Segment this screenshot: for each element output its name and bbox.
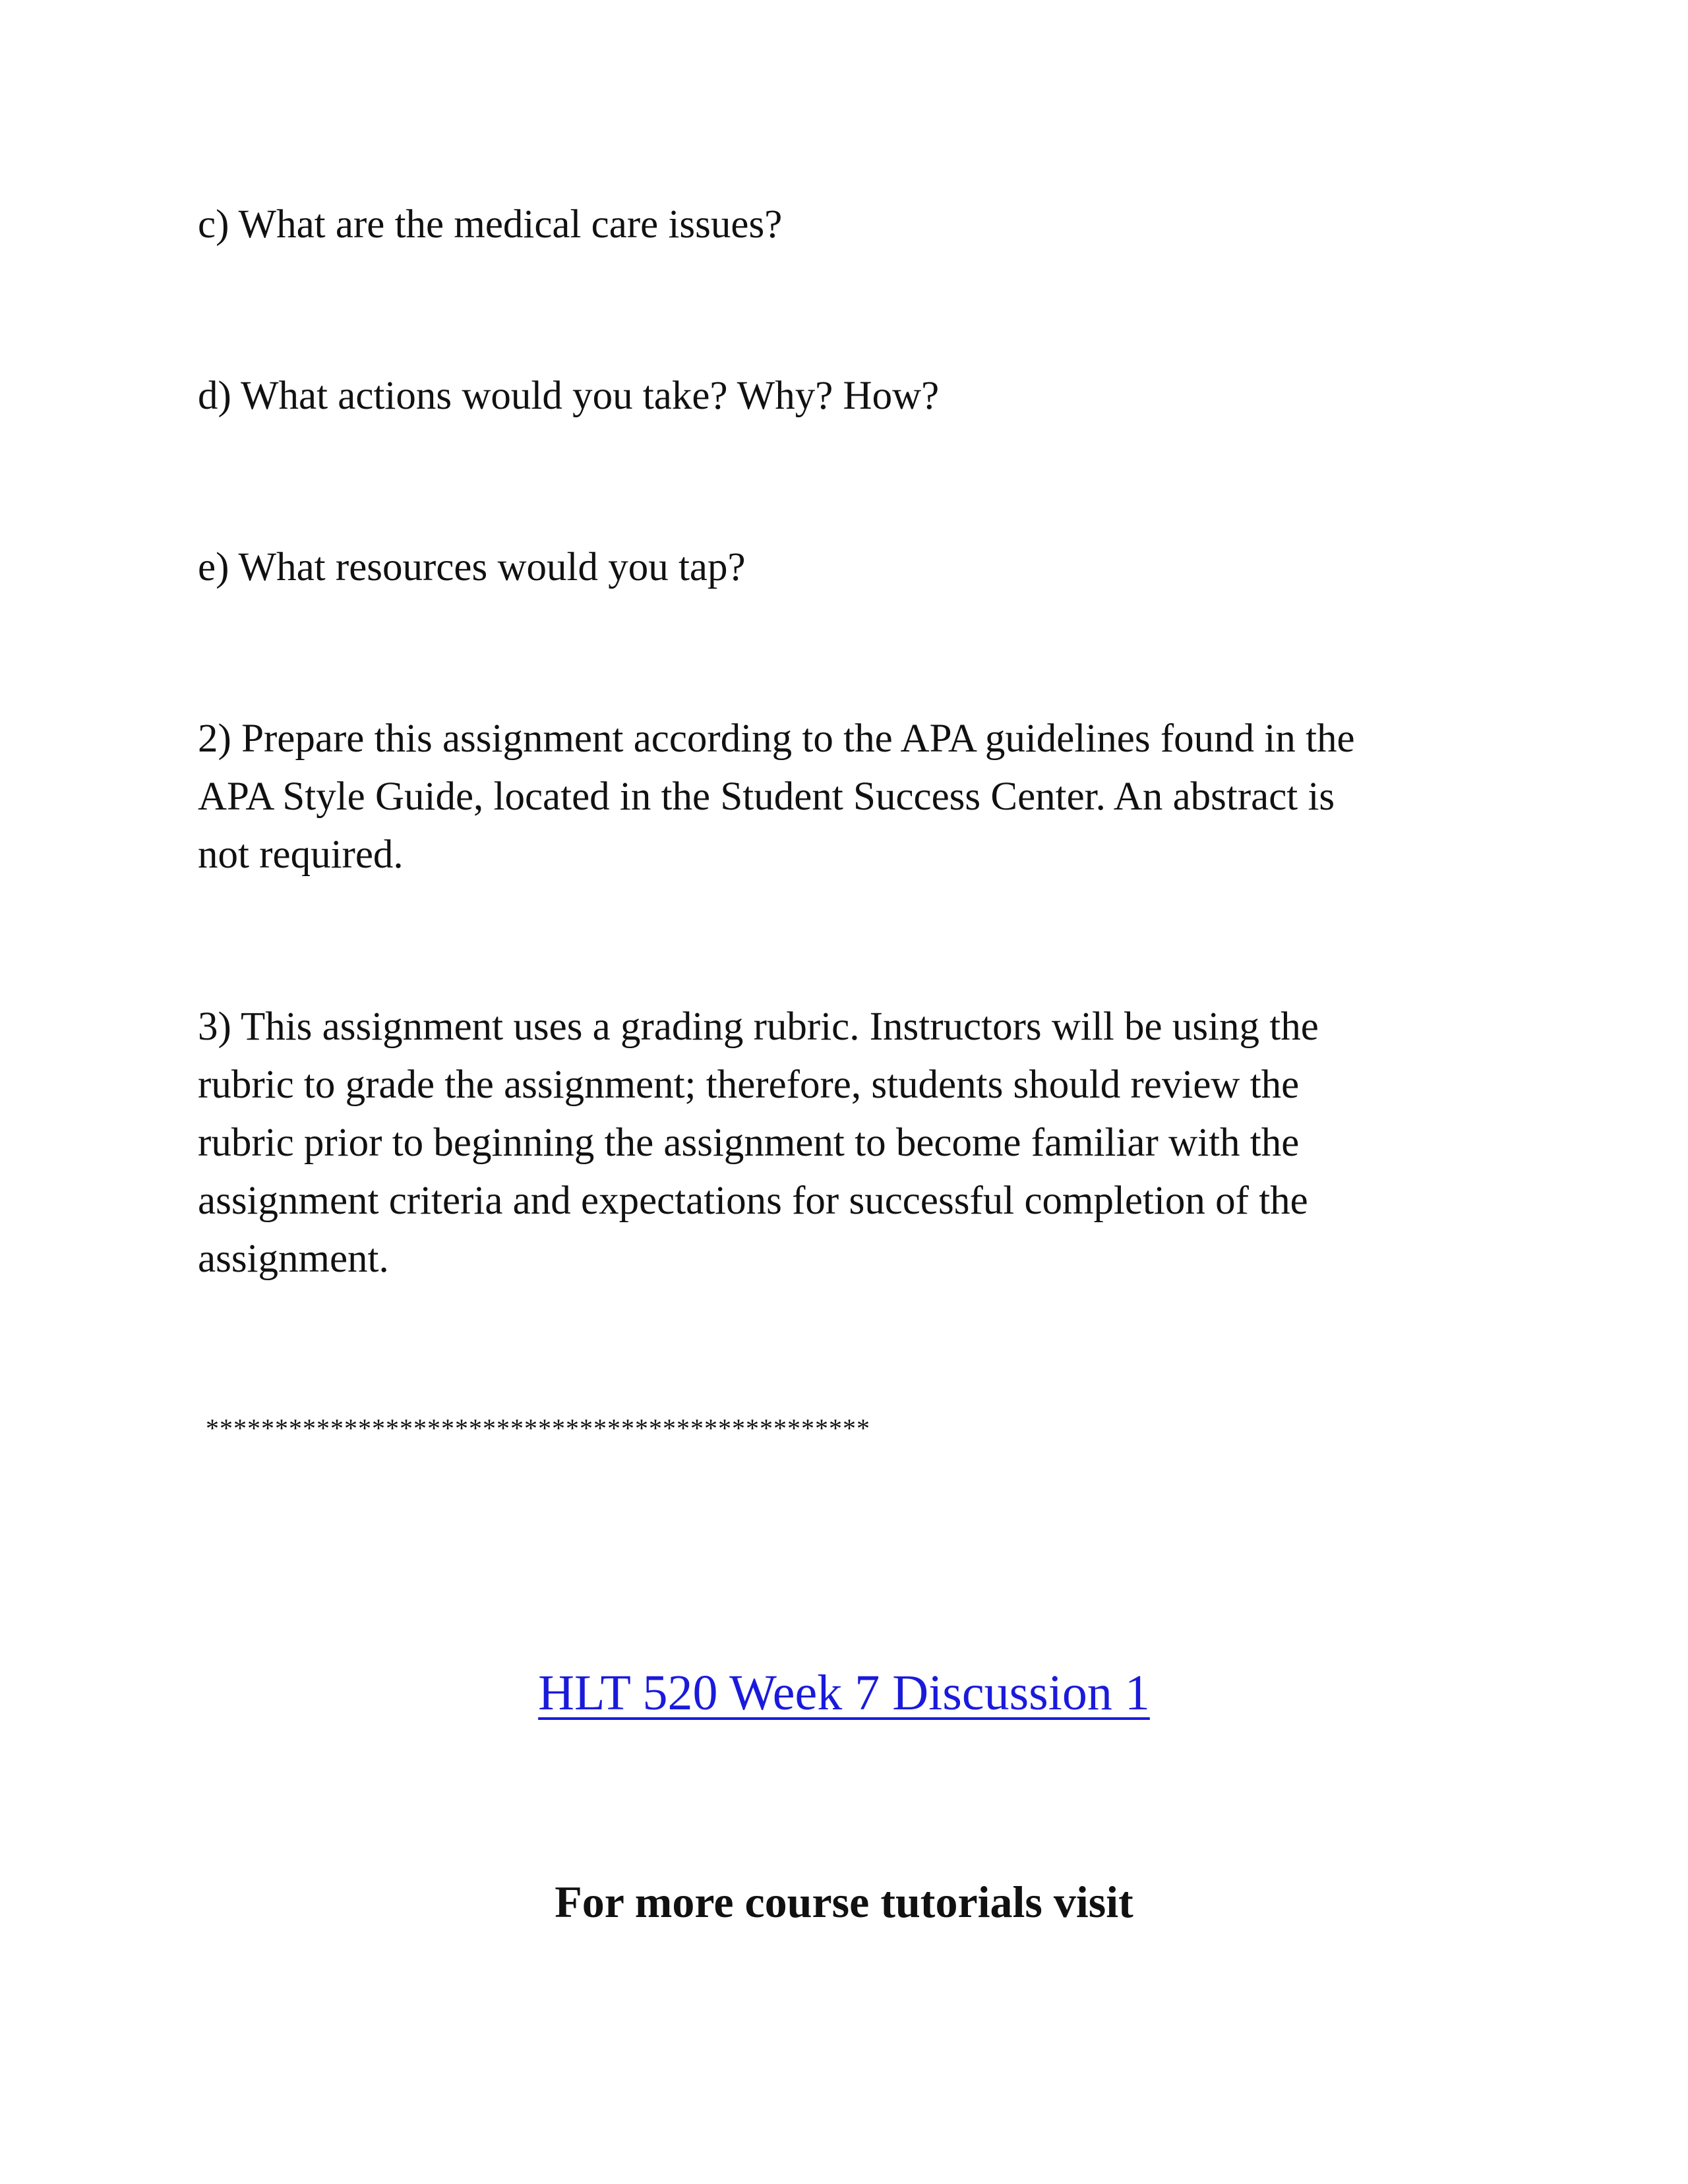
instruction-3-line: rubric to grade the assignment; therefore, students should review the [198, 1063, 1300, 1107]
course-link-heading [0, 1660, 1688, 1726]
promo-text: For more course tutorials visit [555, 1877, 1133, 1927]
instruction-3-line: assignment criteria and expectations for successful completion of the [198, 1179, 1308, 1223]
instruction-3-line: rubric prior to beginning the assignment to become familiar with the [198, 1121, 1300, 1165]
instruction-3-line: assignment. [198, 1237, 389, 1281]
instruction-2 [198, 710, 1543, 884]
instruction-2-line: not required. [198, 833, 404, 877]
instruction-3-line: 3) This assignment uses a grading rubric. Instructors will be using the [198, 1005, 1319, 1049]
instruction-2-line: 2) Prepare this assignment according to the APA guidelines found in the [198, 717, 1355, 761]
question-d [198, 367, 1543, 425]
question-d-text: d) What actions would you take? Why? How? [198, 374, 940, 418]
instruction-3 [198, 998, 1543, 1288]
question-c-text: c) What are the medical care issues? [198, 202, 783, 247]
course-link[interactable]: HLT 520 Week 7 Discussion 1 [538, 1665, 1150, 1721]
instruction-2-line: APA Style Guide, located in the Student Success Center. An abstract is [198, 775, 1335, 819]
question-c [198, 196, 1543, 254]
question-e [198, 539, 1543, 597]
question-e-text: e) What resources would you tap? [198, 545, 746, 589]
asterisk-separator: ************************************************ [206, 1413, 870, 1443]
